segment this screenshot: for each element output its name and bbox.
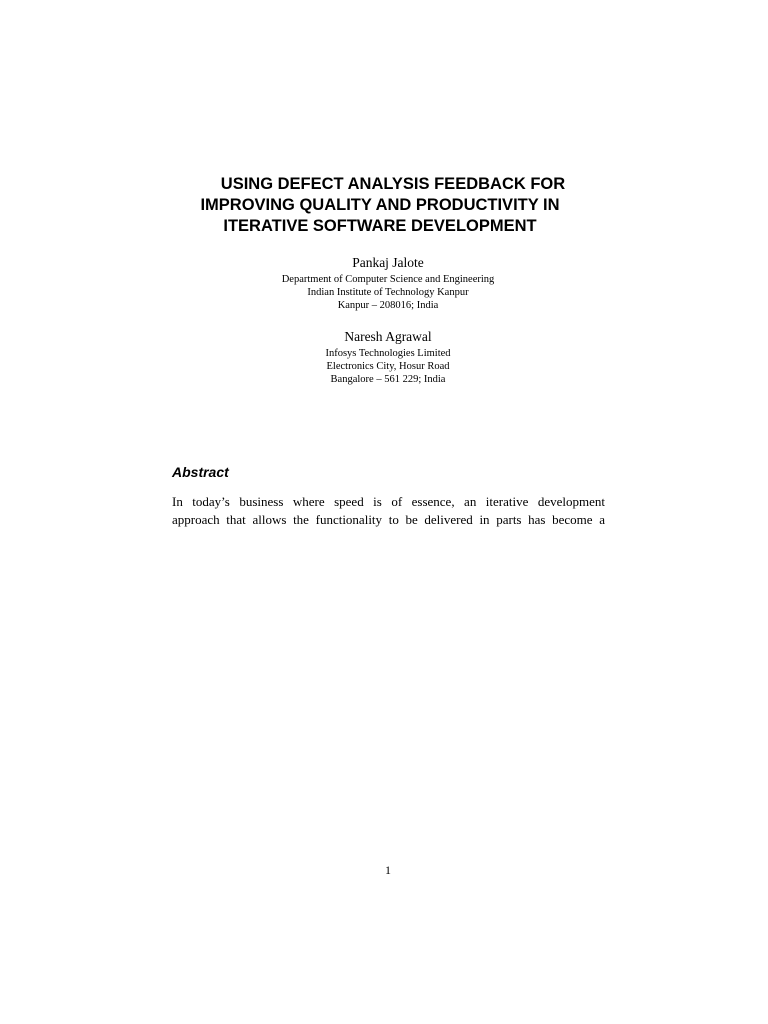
author-affiliation-line: Kanpur – 208016; India	[337, 300, 439, 311]
abstract-line: approach that allows the functionality to be delivered in parts has become a	[172, 512, 605, 527]
author-affiliation-line: Bangalore – 561 229; India	[330, 374, 446, 385]
title-line: ITERATIVE SOFTWARE DEVELOPMENT	[223, 217, 537, 235]
abstract-body	[172, 493, 605, 529]
author-affiliation-line: Electronics City, Hosur Road	[326, 361, 450, 372]
title-line: IMPROVING QUALITY AND PRODUCTIVITY IN	[200, 196, 560, 214]
author-block	[150, 329, 626, 386]
author-affiliation-line: Infosys Technologies Limited	[325, 348, 451, 359]
abstract-line: In today’s business where speed is of essence, an iterative development	[172, 494, 605, 509]
paper-title	[150, 174, 610, 237]
author-name: Naresh Agrawal	[344, 329, 432, 344]
author-block	[150, 255, 626, 312]
page-number: 1	[385, 863, 391, 877]
title-line: USING DEFECT ANALYSIS FEEDBACK FOR	[220, 175, 566, 193]
author-affiliation-line: Indian Institute of Technology Kanpur	[307, 287, 469, 298]
author-name: Pankaj Jalote	[352, 255, 424, 270]
abstract-heading: Abstract	[172, 464, 229, 480]
author-affiliation-line: Department of Computer Science and Engineering	[281, 274, 495, 285]
